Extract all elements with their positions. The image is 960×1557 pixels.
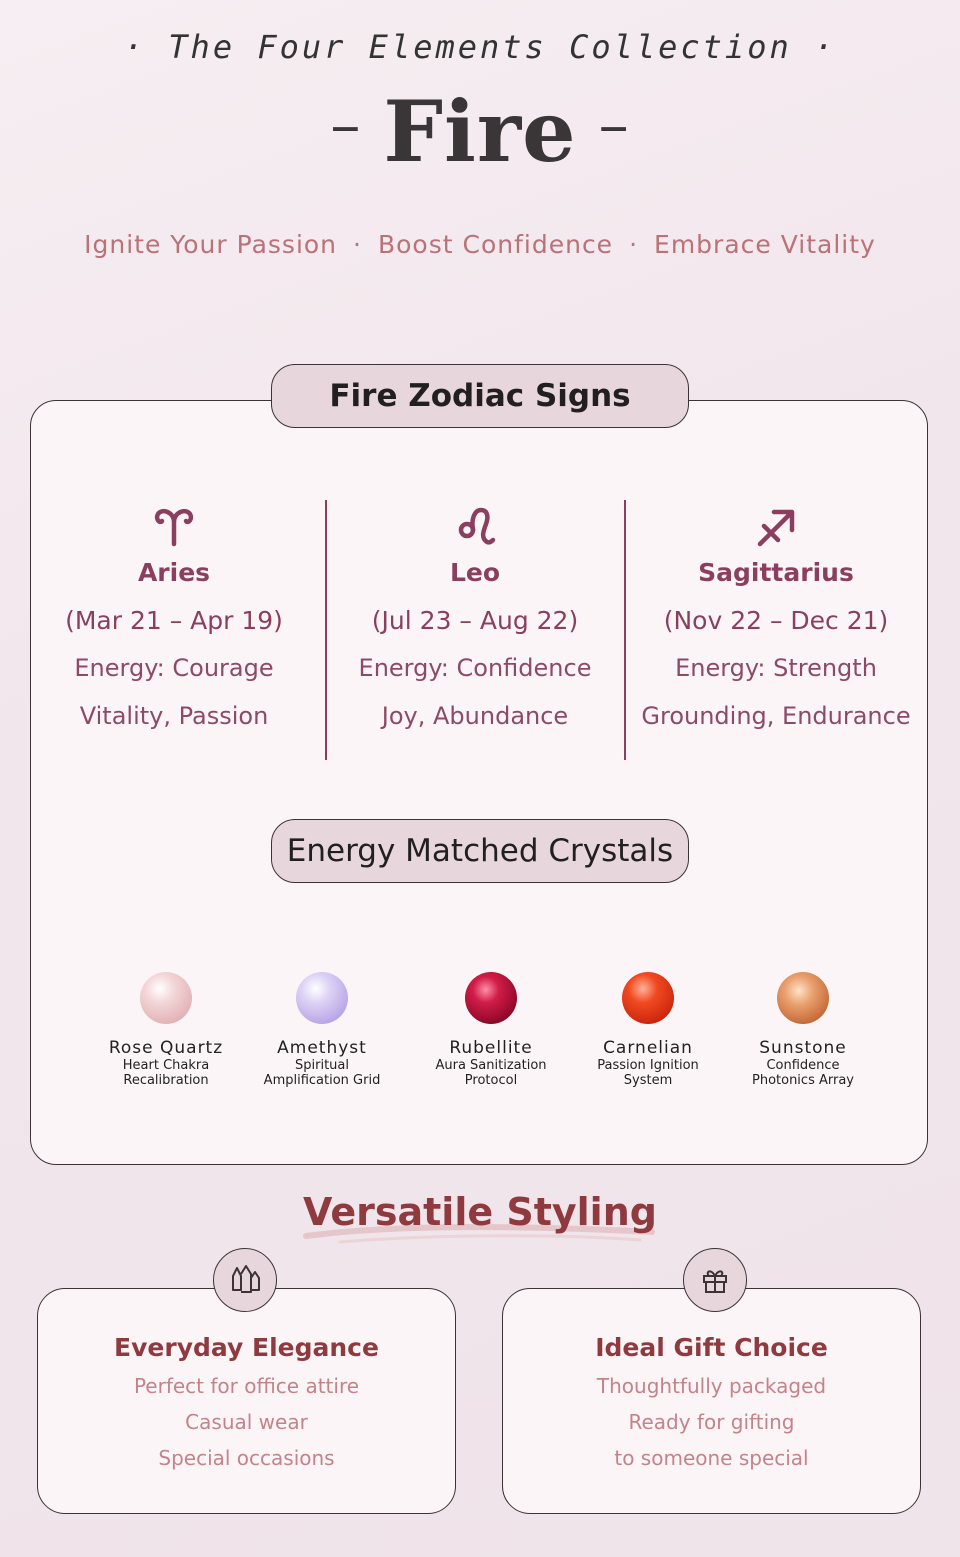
sagittarius-icon (626, 500, 926, 552)
sign-energy: Energy: Confidence (358, 654, 592, 682)
crystal-desc: Amplification Grid (263, 1073, 381, 1088)
tagline: Embrace Vitality (654, 230, 876, 259)
crystal-desc: Confidence (766, 1058, 840, 1073)
aries-icon (24, 500, 324, 552)
style-card-line: Special occasions (158, 1446, 335, 1470)
crystal-name: Carnelian (603, 1038, 693, 1058)
sign-traits: Joy, Abundance (381, 702, 569, 730)
crystal-bead (465, 972, 517, 1024)
crystal-carnelian (568, 972, 728, 1088)
title-text: Fire (383, 82, 577, 181)
style-card-everyday (37, 1288, 456, 1514)
crystal-bead (622, 972, 674, 1024)
tagline: Boost Confidence (377, 230, 614, 259)
style-card-line: Perfect for office attire (133, 1374, 360, 1398)
sign-sagittarius (626, 500, 926, 738)
gift-icon (683, 1248, 747, 1312)
page-title (0, 82, 960, 181)
style-card-line: to someone special (614, 1446, 809, 1470)
crystal-bead (140, 972, 192, 1024)
style-card-title: Everyday Elegance (114, 1333, 379, 1362)
crystal-desc: System (623, 1073, 673, 1088)
crystal-icon (213, 1248, 277, 1312)
crystal-name: Rose Quartz (108, 1038, 224, 1058)
sign-aries (24, 500, 324, 738)
sign-energy: Energy: Courage (74, 654, 274, 682)
sign-name: Aries (137, 558, 211, 587)
sign-dates: (Mar 21 – Apr 19) (65, 606, 283, 635)
crystal-bead (777, 972, 829, 1024)
tagline-separator: · (629, 230, 639, 259)
sign-leo (325, 500, 625, 738)
taglines (0, 230, 960, 259)
style-card-title: Ideal Gift Choice (595, 1333, 828, 1362)
crystal-bead (296, 972, 348, 1024)
versatile-heading: Versatile Styling (303, 1190, 657, 1234)
leo-icon (325, 500, 625, 552)
crystal-rubellite (411, 972, 571, 1088)
sign-traits: Vitality, Passion (79, 702, 269, 730)
style-card-line: Ready for gifting (628, 1410, 795, 1434)
crystal-desc: Recalibration (123, 1073, 209, 1088)
style-card-line: Thoughtfully packaged (596, 1374, 827, 1398)
collection-subtitle: · The Four Elements Collection · (123, 28, 837, 66)
sign-name: Sagittarius (698, 558, 854, 587)
style-card-gift (502, 1288, 921, 1514)
crystal-name: Rubellite (449, 1038, 533, 1058)
crystal-desc: Heart Chakra (122, 1058, 210, 1073)
title-dash-right: – (598, 90, 630, 160)
style-card-line: Casual wear (185, 1410, 308, 1434)
crystals-heading: Energy Matched Crystals (271, 819, 689, 883)
crystal-desc: Aura Sanitization (435, 1058, 547, 1073)
crystal-rose-quartz (86, 972, 246, 1088)
sign-dates: (Jul 23 – Aug 22) (371, 606, 579, 635)
sign-traits: Grounding, Endurance (641, 702, 911, 730)
zodiac-heading: Fire Zodiac Signs (271, 364, 689, 428)
crystal-desc: Spiritual (295, 1058, 349, 1073)
sign-energy: Energy: Strength (675, 654, 877, 682)
sign-dates: (Nov 22 – Dec 21) (663, 606, 889, 635)
tagline: Ignite Your Passion (84, 230, 338, 259)
tagline-separator: · (353, 230, 362, 259)
crystal-sunstone (723, 972, 883, 1088)
crystal-name: Amethyst (277, 1038, 367, 1058)
crystal-amethyst (242, 972, 402, 1088)
crystal-desc: Protocol (464, 1073, 518, 1088)
crystal-desc: Passion Ignition (597, 1058, 699, 1073)
sign-name: Leo (449, 558, 501, 587)
crystal-name: Sunstone (759, 1038, 847, 1058)
title-dash-left: – (330, 90, 362, 160)
crystal-desc: Photonics Array (751, 1073, 854, 1088)
